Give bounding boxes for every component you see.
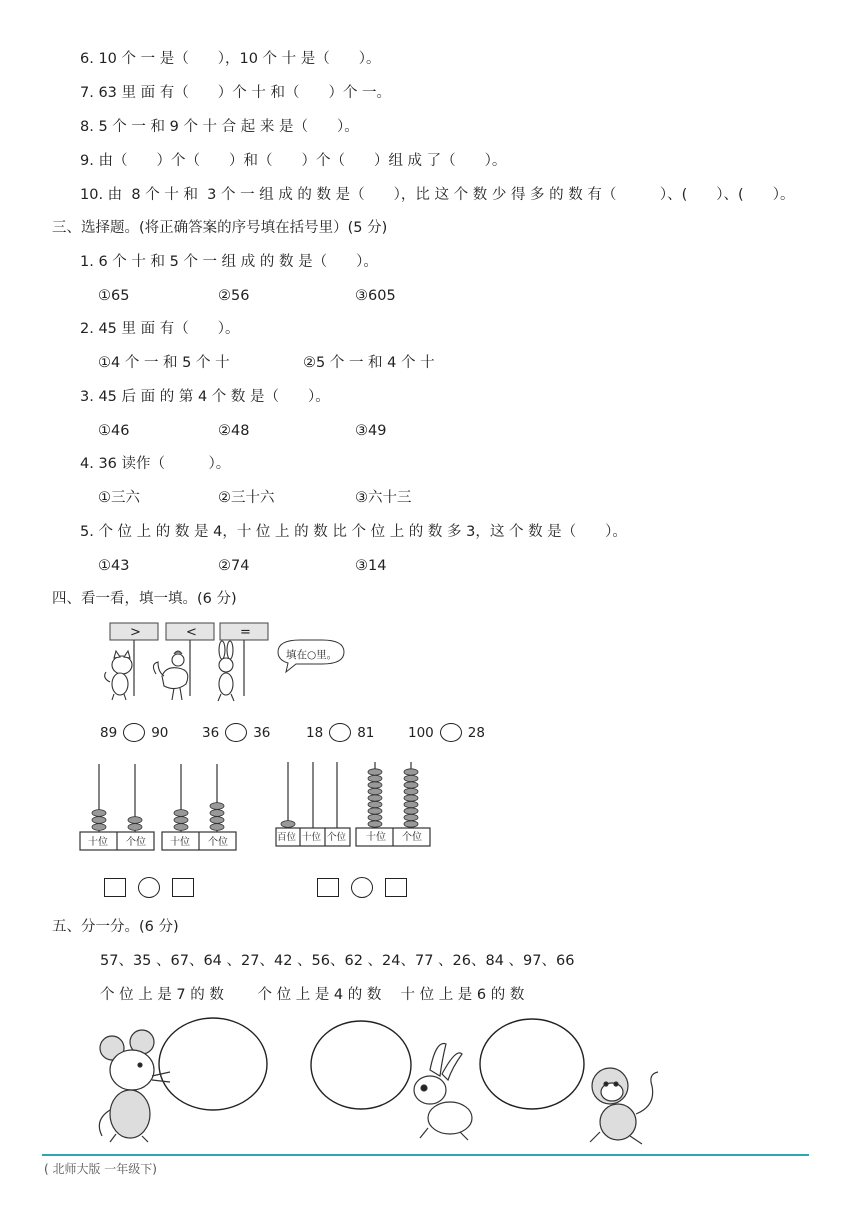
choice-4-option-b: ②三十六: [218, 490, 275, 506]
sign-equal: =: [240, 625, 251, 640]
choice-3-option-c: ③49: [355, 423, 387, 439]
compare-4-b: 28: [467, 724, 485, 741]
answer-box-2a[interactable]: [317, 878, 339, 897]
choice-4-option-a: ①三六: [98, 490, 140, 506]
compare-1-a: 89: [100, 724, 118, 741]
choice-question-5: 5. 个 位 上 的 数 是 4，十 位 上 的 数 比 个 位 上 的 数 多 3，这 个 数 是（ ）。: [80, 524, 627, 540]
section-5-title: 五、分一分。(6 分): [52, 919, 179, 935]
oval-units-7: [159, 1018, 267, 1110]
oval-tens-6: [480, 1019, 584, 1109]
choice-2-option-b: ②5 个 一 和 4 个 十: [303, 355, 435, 371]
abacus2-shi-label: 十位: [170, 837, 190, 848]
choice-1-option-a: ①65: [98, 288, 130, 304]
choice-4-option-c: ③六十三: [355, 490, 412, 506]
compare-4: [408, 723, 485, 742]
compare-1-circle[interactable]: [123, 723, 145, 742]
answer-box-1b[interactable]: [172, 878, 194, 897]
bubble-text: 填在○里。: [286, 649, 338, 661]
abacus1-shi-label: 十位: [88, 837, 108, 848]
choice-1-option-c: ③605: [355, 288, 396, 304]
rabbit-icon: [218, 641, 234, 701]
compare-3-a: 18: [306, 724, 324, 741]
cat-icon: [105, 651, 132, 700]
mouse-icon: [99, 1030, 170, 1142]
choice-5-option-a: ①43: [98, 558, 130, 574]
compare-3-circle[interactable]: [329, 723, 351, 742]
compare-4-circle[interactable]: [440, 723, 462, 742]
fill-question-6: 6. 10 个 一 是（ ），10 个 十 是（ ）。: [80, 51, 381, 67]
monkey-icon: [590, 1068, 658, 1144]
abacus2-ge-label: 个位: [208, 837, 228, 848]
choice-question-1: 1. 6 个 十 和 5 个 一 组 成 的 数 是（ ）。: [80, 254, 378, 270]
rooster-icon: [153, 651, 187, 700]
fill-question-9: 9. 由（ ）个（ ）和（ ）个（ ）组 成 了（ ）。: [80, 153, 507, 169]
abacus4-shi-label: 十位: [366, 832, 386, 843]
sign-less: <: [186, 625, 197, 640]
choice-1-option-b: ②56: [218, 288, 250, 304]
abacus4-ge-label: 个位: [402, 832, 422, 843]
section-4-title: 四、看一看，填一填。(6 分): [52, 591, 237, 607]
compare-2-a: 36: [202, 724, 220, 741]
abacus3-shi-label: 十位: [302, 832, 322, 843]
abacus3-bai-label: 百位: [277, 832, 297, 843]
abacus3-ge-label: 个位: [327, 832, 347, 843]
compare-2: [202, 723, 270, 742]
choice-3-option-a: ①46: [98, 423, 130, 439]
compare-3-b: 81: [357, 724, 375, 741]
sorting-ovals-illustration: [90, 1010, 670, 1150]
footer-divider: [42, 1154, 809, 1156]
answer-circle-1[interactable]: [138, 877, 160, 898]
choice-5-option-c: ③14: [355, 558, 387, 574]
compare-1: [100, 723, 168, 742]
choice-question-2: 2. 45 里 面 有（ ）。: [80, 321, 240, 337]
choice-5-option-b: ②74: [218, 558, 250, 574]
answer-box-1a[interactable]: [104, 878, 126, 897]
choice-2-option-a: ①4 个 一 和 5 个 十: [98, 355, 230, 371]
sign-greater: >: [130, 625, 141, 640]
footer-edition: ( 北师大版 一年级下): [44, 1162, 157, 1176]
abacus1-ge-label: 个位: [126, 837, 146, 848]
fill-question-10: 10. 由 8 个 十 和 3 个 一 组 成 的 数 是（ ），比 这 个 数 少 得 多 的 数 有（ ）、( ）、( ）。: [80, 187, 795, 203]
compare-2-circle[interactable]: [225, 723, 247, 742]
compare-1-b: 90: [151, 724, 169, 741]
number-list: 57、35 、67、64 、27、42 、56、62 、24、77 、26、84 、97、66: [100, 953, 575, 969]
answer-box-2b[interactable]: [385, 878, 407, 897]
fill-question-8: 8. 5 个 一 和 9 个 十 合 起 来 是（ ）。: [80, 119, 359, 135]
choice-question-4: 4. 36 读作（ ）。: [80, 456, 231, 472]
compare-4-a: 100: [408, 724, 434, 741]
answer-circle-2[interactable]: [351, 877, 373, 898]
sort-categories: 个 位 上 是 7 的 数 个 位 上 是 4 的 数 十 位 上 是 6 的 数: [100, 987, 525, 1003]
section-3-title: 三、选择题。(将正确答案的序号填在括号里）(5 分): [52, 220, 388, 236]
rabbit-icon-2: [414, 1044, 472, 1140]
compare-2-b: 36: [253, 724, 271, 741]
fill-question-7: 7. 63 里 面 有（ ）个 十 和（ ）个 一。: [80, 85, 392, 101]
choice-3-option-b: ②48: [218, 423, 250, 439]
compare-3: [306, 723, 374, 742]
choice-question-3: 3. 45 后 面 的 第 4 个 数 是（ ）。: [80, 389, 330, 405]
oval-units-4: [311, 1021, 411, 1109]
